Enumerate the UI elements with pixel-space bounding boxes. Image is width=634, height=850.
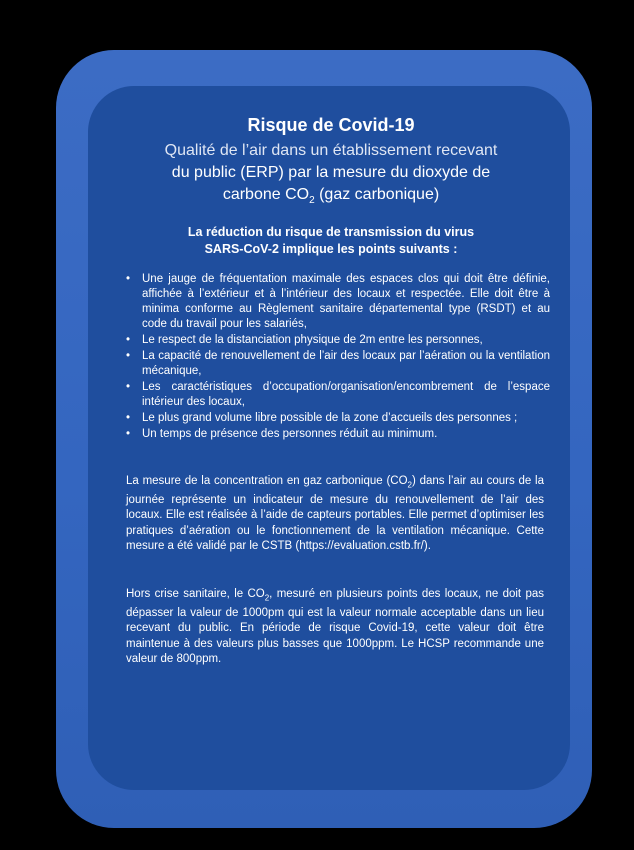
co2-measurement-paragraph bbox=[126, 474, 544, 555]
subtitle-line-1: Qualité de l’air dans un établissement recevant bbox=[164, 142, 498, 159]
page-title: Risque de Covid-19 bbox=[247, 115, 415, 135]
subtitle-line-3-prefix: carbone CO bbox=[222, 186, 310, 203]
list-item: • Le plus grand volume libre possible de la zone d’accueils des personnes ; bbox=[126, 411, 550, 426]
list-item: • La capacité de renouvellement de l’air des locaux par l’aération ou la ventilation mécanique, bbox=[126, 349, 550, 379]
subtitle-line-3 bbox=[112, 184, 550, 212]
subtitle-line-3-suffix: (gaz carbonique) bbox=[314, 186, 440, 203]
info-panel bbox=[88, 86, 570, 790]
paragraph-2-subscript: 2 bbox=[264, 593, 270, 603]
intro-heading bbox=[112, 224, 550, 258]
paragraph-1-prefix: La mesure de la concentration en gaz carbonique (CO bbox=[126, 475, 408, 488]
paragraph-2-suffix: , mesuré en plusieurs points des locaux, ne doit pas dépasser la valeur de 1000pm qui est la valeur normale acceptable dans un lieu recevant du public. En période de risque Covid-19, cette valeur doit être maintenue à des valeurs plus basses que 1000ppm. Le HCSP recommande une valeur de 800ppm. bbox=[126, 587, 544, 666]
list-item: • Le respect de la distanciation physique de 2m entre les personnes, bbox=[126, 333, 550, 348]
subtitle bbox=[112, 140, 550, 212]
list-item: • Une jauge de fréquentation maximale des espaces clos qui doit être définie, affichée à l’extérieur et à l’intérieur des locaux et respectée. Elle doit être à minima conforme au Règlement sanitaire départemental type (RSDT) et au code du travail pour les salariés, bbox=[126, 272, 550, 332]
points-list bbox=[112, 272, 550, 442]
subtitle-subscript: 2 bbox=[309, 195, 315, 207]
list-item: • Un temps de présence des personnes réduit au minimum. bbox=[126, 427, 550, 442]
intro-line-2: SARS-CoV-2 implique les points suivants : bbox=[204, 242, 458, 257]
co2-threshold-paragraph bbox=[126, 587, 544, 668]
paragraph-1-suffix: ) dans l’air au cours de la journée représente un indicateur de mesure du renouvellement de l’air des locaux. Elle est réalisée à l’aide de capteurs portables. Elle permet d’optimiser les pratiques d’aération ou le fonctionnement de la ventilation mécanique. Cette mesure a été validé par le CSTB (https://evaluation.cstb.fr/). bbox=[126, 475, 545, 553]
paragraph-1-subscript: 2 bbox=[407, 480, 412, 490]
paragraph-2-prefix: Hors crise sanitaire, le CO bbox=[126, 587, 265, 600]
intro-line-1: La réduction du risque de transmission du virus bbox=[187, 225, 475, 240]
list-item: • Les caractéristiques d’occupation/organisation/encombrement de l’espace intérieur des locaux, bbox=[126, 380, 550, 410]
subtitle-line-2: du public (ERP) par la mesure du dioxyde de bbox=[171, 164, 491, 181]
